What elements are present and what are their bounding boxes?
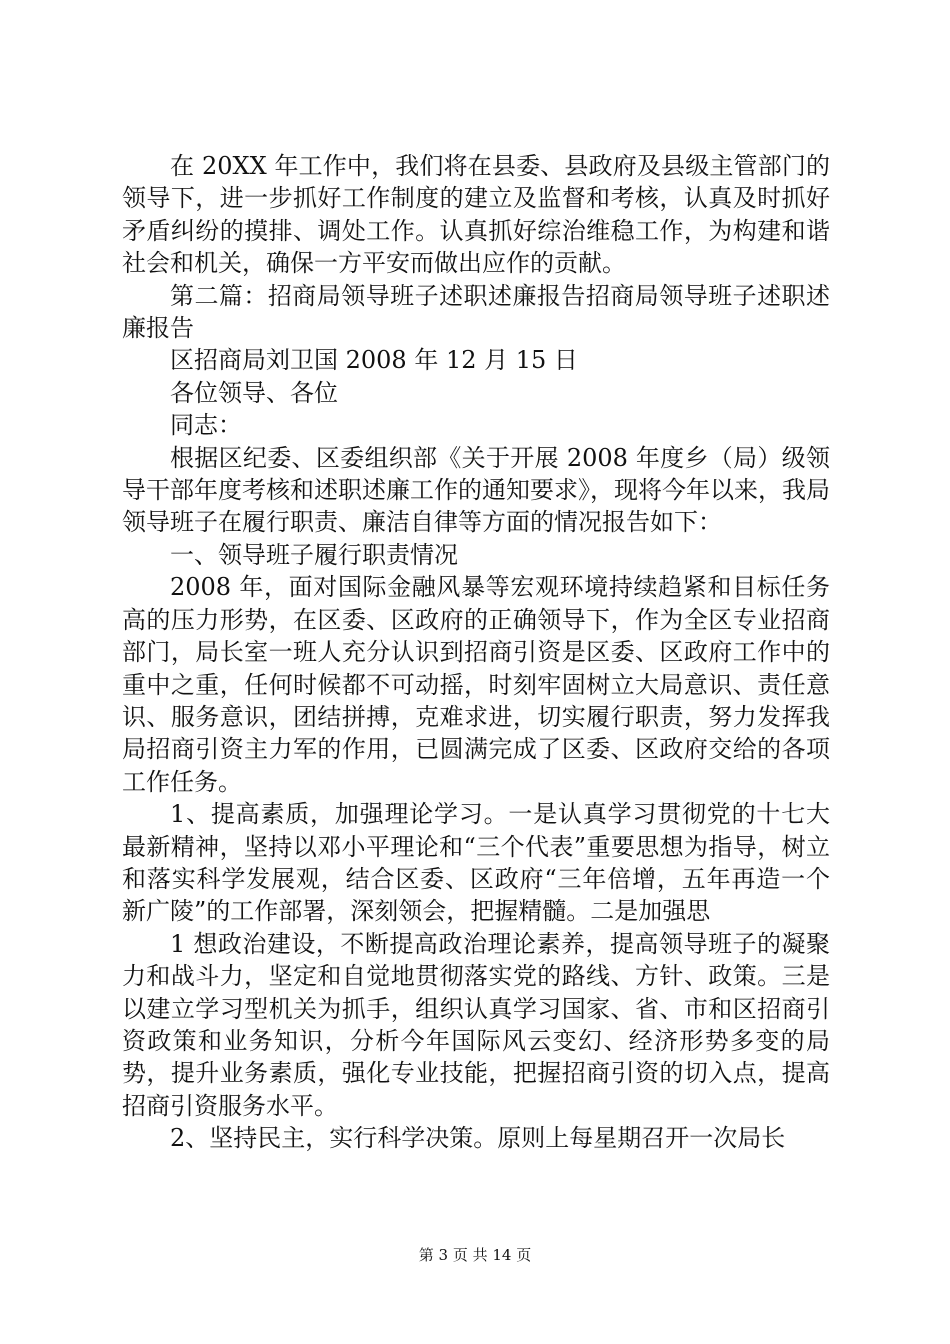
paragraph-overview: 2008 年，面对国际金融风暴等宏观环境持续趋紧和目标任务高的压力形势，在区委、区政府的正确领导下，作为全区专业招商部门，局长室一班人充分认识到招商引资是区委、区政府工作中的重中之重，任何时候都不可动摇，时刻牢固树立大局意识、责任意识、服务意识，团结拼搏，克难求进，切实履行职责，努力发挥我局招商引资主力军的作用，已圆满完成了区委、区政府交给的各项工作任务。	[122, 573, 830, 796]
paragraph-work-plan: 在 20XX 年工作中，我们将在县委、县政府及县级主管部门的领导下，进一步抓好工作制度的建立及监督和考核，认真及时抓好矛盾纠纷的摸排、调处工作。认真抓好综治维稳工作，为构建和谐社会和机关，确保一方平安而做出应作的贡献。	[122, 152, 830, 278]
paragraph-author-date: 区招商局刘卫国 2008 年 12 月 15 日	[170, 346, 578, 375]
paragraph-salutation: 各位领导、各位	[170, 378, 338, 407]
paragraph-intro: 根据区纪委、区委组织部《关于开展 2008 年度乡（局）级领导干部年度考核和述职述廉工作的通知要求》，现将今年以来，我局领导班子在履行职责、廉洁自律等方面的情况报告如下：	[122, 443, 830, 537]
paragraph-point-2: 2、坚持民主，实行科学决策。原则上每星期召开一次局长	[170, 1124, 786, 1153]
paragraph-point-1-cont: 1 想政治建设，不断提高政治理论素养，提高领导班子的凝聚力和战斗力，坚定和自觉地贯彻落实党的路线、方针、政策。三是以建立学习型机关为抓手，组织认真学习国家、省、市和区招商引资政策和业务知识，分析今年国际风云变幻、经济形势多变的局势，提升业务素质，强化专业技能，把握招商引资的切入点，提高招商引资服务水平。	[122, 929, 830, 1120]
document-body	[122, 150, 830, 1155]
paragraph-point-1: 1、提高素质，加强理论学习。一是认真学习贯彻党的十七大最新精神，坚持以邓小平理论和“三个代表”重要思想为指导，树立和落实科学发展观，结合区委、区政府“三年倍增，五年再造一个新广陵”的工作部署，深刻领会，把握精髓。二是加强思	[122, 800, 830, 926]
page-footer: 第 3 页 共 14 页	[418, 1246, 532, 1264]
paragraph-heading-1: 一、领导班子履行职责情况	[170, 540, 458, 569]
paragraph-salutation-cont: 同志：	[170, 411, 242, 440]
paragraph-section-title: 第二篇：招商局领导班子述职述廉报告招商局领导班子述职述廉报告	[122, 281, 830, 343]
